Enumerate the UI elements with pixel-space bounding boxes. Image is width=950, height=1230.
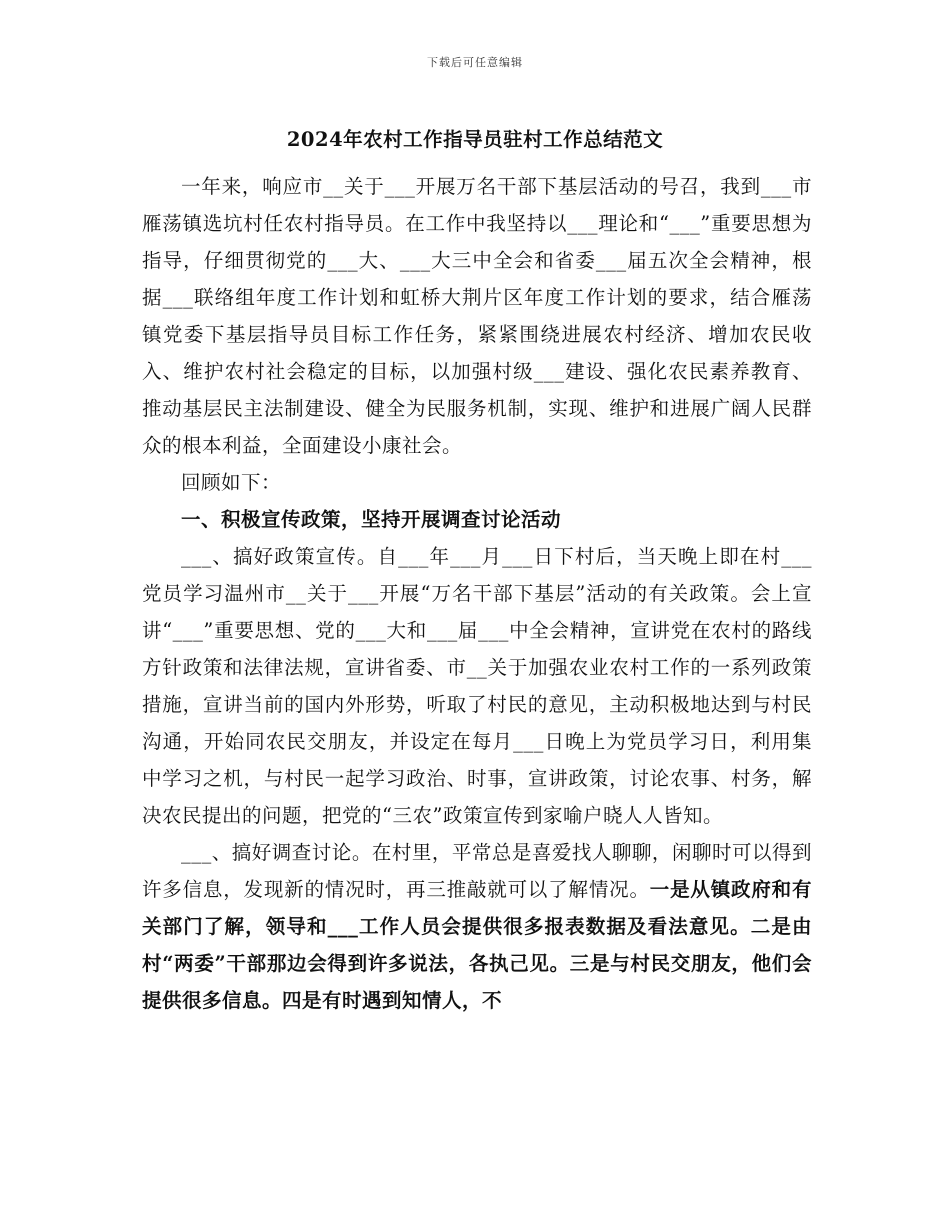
document-title: 2024年农村工作指导员驻村工作总结范文 [286, 128, 664, 151]
paragraph-research-normal: ___、搞好调查讨论。在村里，平常总是喜爱找人聊聊，闲聊时可以得到许多信息，发现新的情况时，再三推敲就可以了解情况。 [142, 841, 812, 901]
paragraph-review: 回顾如下： [181, 471, 282, 494]
paragraph-research-bold: 一是从镇政府和有关部门了解，领导和___工作人员会提供很多报表数据及看法意见。二是由村“两委”干部那边会得到许多说法，各执己见。三是与村民交朋友，他们会提供很多信息。四是有时遇到知情人，不 [142, 878, 812, 1012]
paragraph-research [142, 834, 812, 1019]
section-heading-1: 一、积极宣传政策，坚持开展调查讨论活动 [181, 508, 562, 531]
document-body [142, 168, 812, 1019]
page-header: 下载后可任意编辑 [427, 56, 523, 69]
paragraph-policy: ___、搞好政策宣传。自___年___月___日下村后，当天晚上即在村___党员学习温州市__关于___开展“万名干部下基层”活动的有关政策。会上宣讲“___”重要思想、党的___大和___届___中全会精神，宣讲党在农村的路线方针政策和法律法规，宣讲省委、市__关于加强农业农村工作的一系列政策措施，宣讲当前的国内外形势，听取了村民的意见，主动积极地达到与村民沟通，开始同农民交朋友，并设定在每月___日晚上为党员学习日，利用集中学习之机，与村民一起学习政治、时事，宣讲政策，讨论农事、村务，解决农民提出的问题，把党的“三农”政策宣传到家喻户晓人人皆知。 [142, 545, 812, 827]
paragraph-intro: 一年来，响应市__关于___开展万名干部下基层活动的号召，我到___市雁荡镇选坑村任农村指导员。在工作中我坚持以___理论和“___”重要思想为指导，仔细贯彻党的___大、___大三中全会和省委___届五次全会精神，根据___联络组年度工作计划和虹桥大荆片区年度工作计划的要求，结合雁荡镇党委下基层指导员目标工作任务，紧紧围绕进展农村经济、增加农民收入、维护农村社会稳定的目标，以加强村级___建设、强化农民素养教育、推动基层民主法制建设、健全为民服务机制，实现、维护和进展广阔人民群众的根本利益，全面建设小康社会。 [142, 175, 812, 457]
